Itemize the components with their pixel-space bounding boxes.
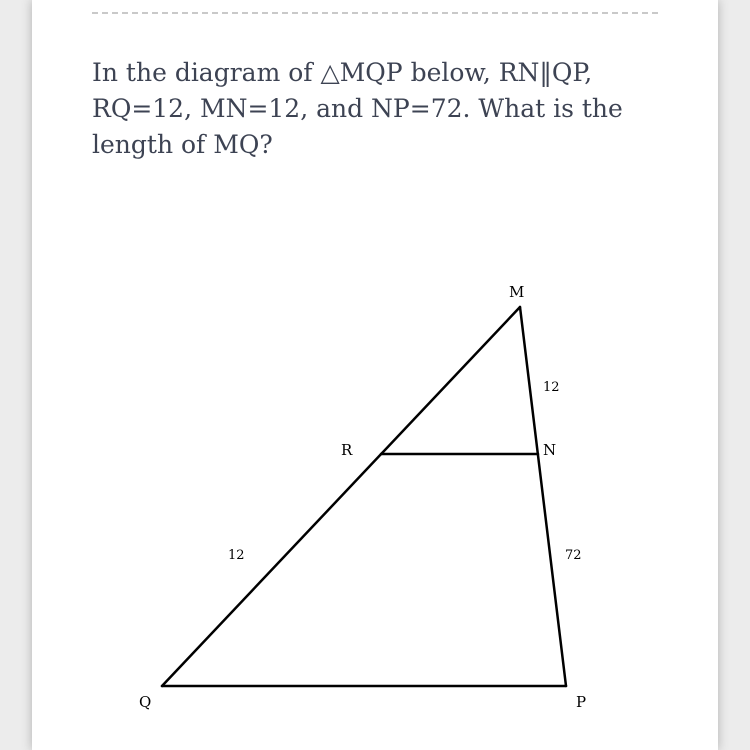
vertex-label-m: M bbox=[509, 283, 525, 301]
vertex-label-r: R bbox=[341, 441, 353, 459]
vertex-label-p: P bbox=[576, 693, 587, 711]
question-text: In the diagram of △MQP below, RN‖QP, RQ=12, MN=12, and NP=72. What is the length of MQ? bbox=[92, 58, 623, 159]
length-label-np: 72 bbox=[565, 548, 582, 563]
length-label-rq: 12 bbox=[228, 548, 245, 563]
side-mq bbox=[162, 307, 520, 686]
vertex-label-n: N bbox=[543, 441, 557, 459]
side-mp bbox=[520, 307, 566, 686]
length-label-mn: 12 bbox=[543, 380, 560, 395]
vertex-label-q: Q bbox=[139, 693, 152, 711]
